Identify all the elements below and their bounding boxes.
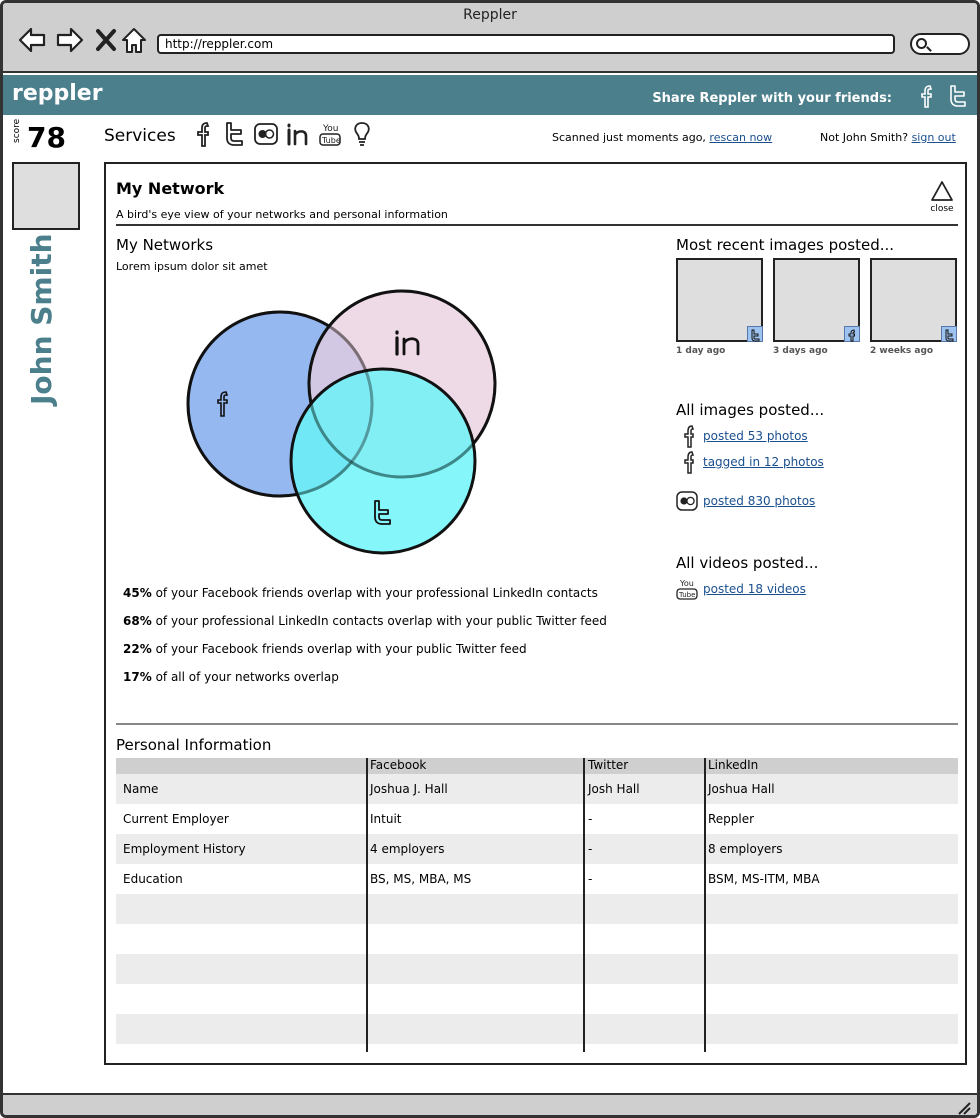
panel-title: My Network (116, 179, 225, 198)
rescan-link[interactable]: rescan now (709, 131, 773, 144)
table-row: Name Joshua J. Hall Josh Hall Joshua Hall (116, 774, 958, 804)
facebook-icon (678, 424, 700, 448)
youtube-icon (676, 577, 698, 601)
facebook-icon[interactable] (190, 120, 216, 148)
reppler-logo[interactable]: reppler (12, 81, 103, 106)
table-row-empty (116, 954, 958, 984)
flickr-icon[interactable] (253, 120, 279, 148)
column-header-facebook: Facebook (370, 758, 427, 772)
column-header-twitter: Twitter (588, 758, 629, 772)
network-venn-diagram (176, 284, 516, 564)
my-networks-description: Lorem ipsum dolor sit amet (116, 260, 268, 273)
my-network-panel (104, 162, 967, 1065)
venn-circle-twitter (291, 369, 475, 553)
linkedin-icon[interactable] (285, 120, 311, 148)
svg-text:Tube: Tube (322, 136, 341, 145)
flickr-icon (676, 489, 698, 513)
facebook-icon (844, 326, 860, 342)
all-videos-heading: All videos posted... (676, 554, 819, 572)
column-header-linkedin: LinkedIn (708, 758, 759, 772)
flickr-photos-link[interactable]: posted 830 photos (703, 494, 816, 508)
table-row: Employment History 4 employers - 8 employers (116, 834, 958, 864)
my-networks-heading: My Networks (116, 236, 214, 254)
svg-text:You: You (323, 124, 339, 134)
collapse-triangle-icon (924, 176, 960, 204)
overlap-stat-fb-linkedin: 45% of your Facebook friends overlap with your professional LinkedIn contacts (123, 586, 598, 600)
panel-subtitle: A bird's eye view of your networks and personal information (116, 208, 448, 221)
services-label: Services (104, 126, 176, 146)
table-row-empty (116, 894, 958, 924)
stop-x-icon[interactable] (91, 25, 121, 55)
search-button[interactable] (910, 33, 970, 55)
status-bar (3, 1093, 977, 1118)
close-label: close (930, 204, 954, 214)
home-icon[interactable] (119, 25, 149, 55)
table-row-empty (116, 984, 958, 1014)
lightbulb-icon[interactable] (349, 120, 375, 148)
overlap-stat-all: 17% of all of your networks overlap (123, 670, 339, 684)
back-arrow-icon[interactable] (17, 25, 47, 55)
svg-text:Tube: Tube (679, 591, 696, 599)
section-divider (116, 723, 958, 725)
overlap-stat-linkedin-twitter: 68% of your professional LinkedIn contacts overlap with your public Twitter feed (123, 614, 607, 628)
not-user-notice: Not John Smith? sign out (820, 131, 956, 144)
share-twitter-icon[interactable] (945, 83, 969, 109)
resize-grip-icon[interactable] (955, 1099, 971, 1115)
close-button[interactable] (924, 176, 960, 216)
browser-chrome (3, 3, 977, 73)
sign-out-link[interactable]: sign out (911, 131, 956, 144)
recent-image-thumbnail[interactable] (773, 258, 860, 342)
tagged-photos-link[interactable]: tagged in 12 photos (703, 455, 824, 469)
column-divider (366, 758, 368, 1052)
recent-images-heading: Most recent images posted... (676, 236, 895, 254)
posted-photos-link[interactable]: posted 53 photos (703, 429, 808, 443)
recent-image-thumbnail[interactable] (676, 258, 763, 342)
scan-status: Scanned just moments ago, rescan now (552, 131, 773, 144)
twitter-icon (747, 326, 763, 342)
score-label: score (12, 118, 22, 143)
twitter-icon[interactable] (221, 120, 247, 148)
forward-arrow-icon[interactable] (55, 25, 85, 55)
recent-image-thumbnail[interactable] (870, 258, 957, 342)
posted-videos-link[interactable]: posted 18 videos (703, 582, 806, 596)
svg-text:You: You (680, 579, 694, 588)
table-row: Education BS, MS, MBA, MS - BSM, MS-ITM, MBA (123, 872, 820, 886)
table-row: Current Employer Intuit - Reppler (123, 812, 755, 826)
avatar (12, 162, 80, 230)
table-row-empty (116, 1014, 958, 1044)
all-images-heading: All images posted... (676, 401, 825, 419)
share-text: Share Reppler with your friends: (652, 91, 892, 106)
twitter-icon (941, 326, 957, 342)
personal-info-heading: Personal Information (116, 736, 272, 754)
share-facebook-icon[interactable] (915, 83, 939, 109)
thumbnail-caption: 3 days ago (773, 346, 828, 356)
thumbnail-caption: 2 weeks ago (870, 346, 934, 356)
overlap-stat-fb-twitter: 22% of your Facebook friends overlap with your public Twitter feed (123, 642, 527, 656)
header-divider (116, 224, 958, 226)
address-bar[interactable]: http://reppler.com (157, 34, 895, 54)
column-divider (583, 758, 585, 1052)
thumbnail-caption: 1 day ago (676, 346, 726, 356)
user-name: John Smith (25, 233, 58, 405)
table-header (116, 758, 958, 774)
window-title: Reppler (463, 7, 517, 23)
app-header (3, 75, 977, 115)
youtube-icon[interactable] (317, 120, 343, 148)
facebook-icon (678, 450, 700, 474)
table-row-empty (116, 924, 958, 954)
column-divider (704, 758, 706, 1052)
score-value: 78 (27, 121, 66, 154)
